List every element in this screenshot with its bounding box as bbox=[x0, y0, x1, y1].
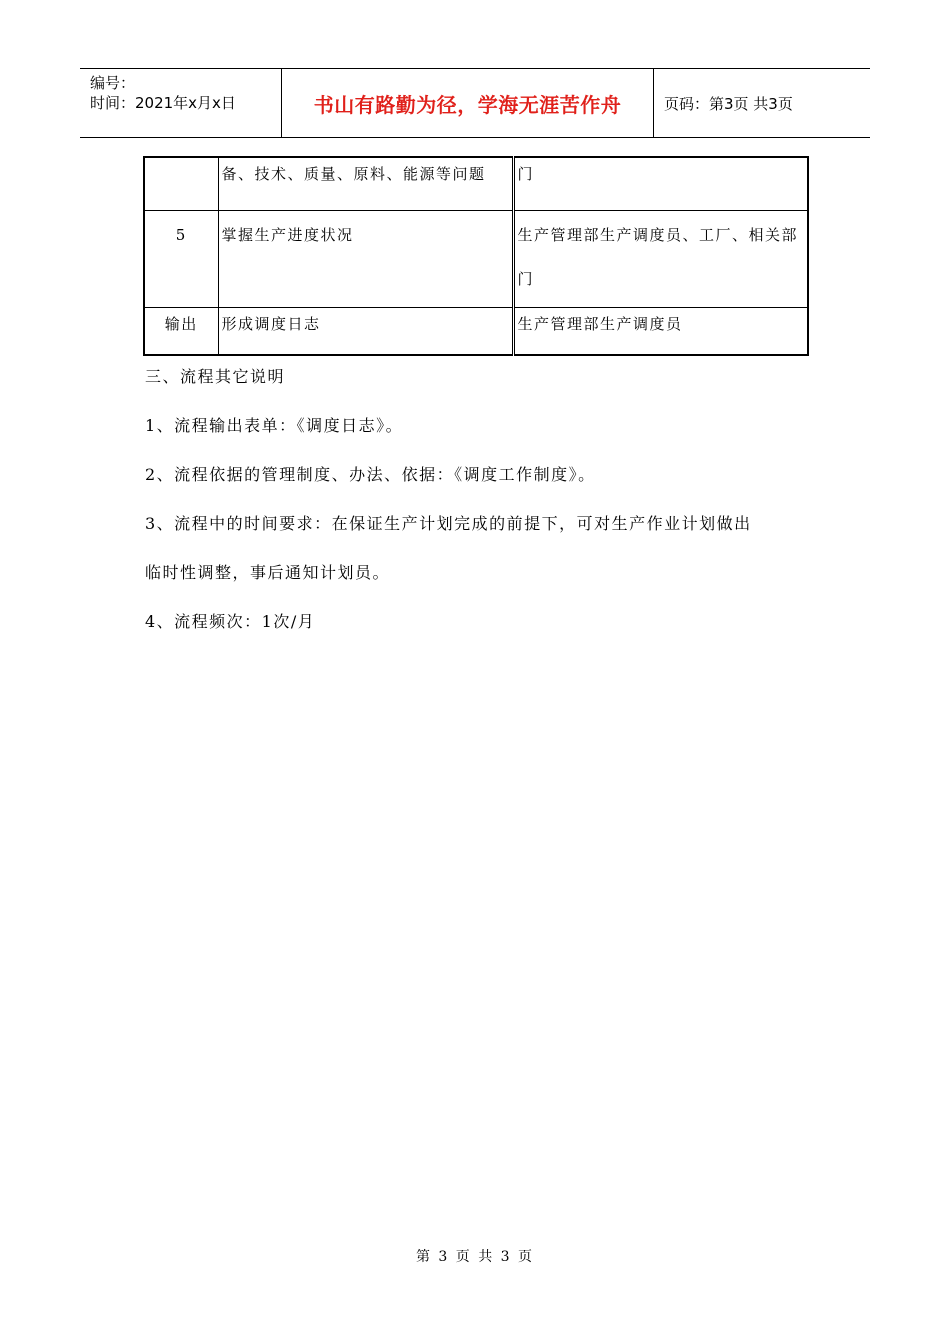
owner-cell bbox=[513, 210, 808, 307]
header-meta bbox=[80, 69, 282, 137]
table-row bbox=[144, 157, 808, 210]
time-label: 时间：2021年x月x日 bbox=[90, 94, 236, 112]
process-table bbox=[143, 156, 809, 356]
table-row bbox=[144, 307, 808, 355]
task-cell: 掌握生产进度状况 bbox=[218, 210, 513, 307]
section-heading: 三、流程其它说明 bbox=[145, 367, 286, 386]
header-motto-cell bbox=[282, 69, 654, 137]
process-notes bbox=[145, 352, 825, 646]
owner-line: 生产管理部生产调度员、工厂、相关部 bbox=[517, 225, 799, 244]
step-cell: 输出 bbox=[144, 307, 218, 355]
header-motto: 书山有路勤为径，学海无涯苦作舟 bbox=[313, 92, 622, 117]
task-cell: 备、技术、质量、原料、能源等问题 bbox=[218, 157, 513, 210]
task-cell: 形成调度日志 bbox=[218, 307, 513, 355]
page-header bbox=[80, 68, 870, 138]
owner-cell: 生产管理部生产调度员 bbox=[513, 307, 808, 355]
header-page-info: 页码：第3页 共3页 bbox=[664, 94, 793, 113]
step-cell: 5 bbox=[144, 210, 218, 307]
owner-line: 门 bbox=[517, 269, 535, 288]
note-item: 1、流程输出表单：《调度日志》。 bbox=[145, 416, 404, 435]
code-label: 编号： bbox=[90, 74, 136, 92]
note-item: 3、流程中的时间要求：在保证生产计划完成的前提下，可对生产作业计划做出 bbox=[145, 514, 752, 533]
note-item: 2、流程依据的管理制度、办法、依据：《调度工作制度》。 bbox=[145, 465, 596, 484]
note-item: 4、流程频次：1次/月 bbox=[145, 612, 316, 631]
note-item: 临时性调整，事后通知计划员。 bbox=[145, 563, 391, 582]
table-row bbox=[144, 210, 808, 307]
step-cell bbox=[144, 157, 218, 210]
owner-cell: 门 bbox=[513, 157, 808, 210]
page-footer: 第 3 页 共 3 页 bbox=[415, 1249, 535, 1265]
